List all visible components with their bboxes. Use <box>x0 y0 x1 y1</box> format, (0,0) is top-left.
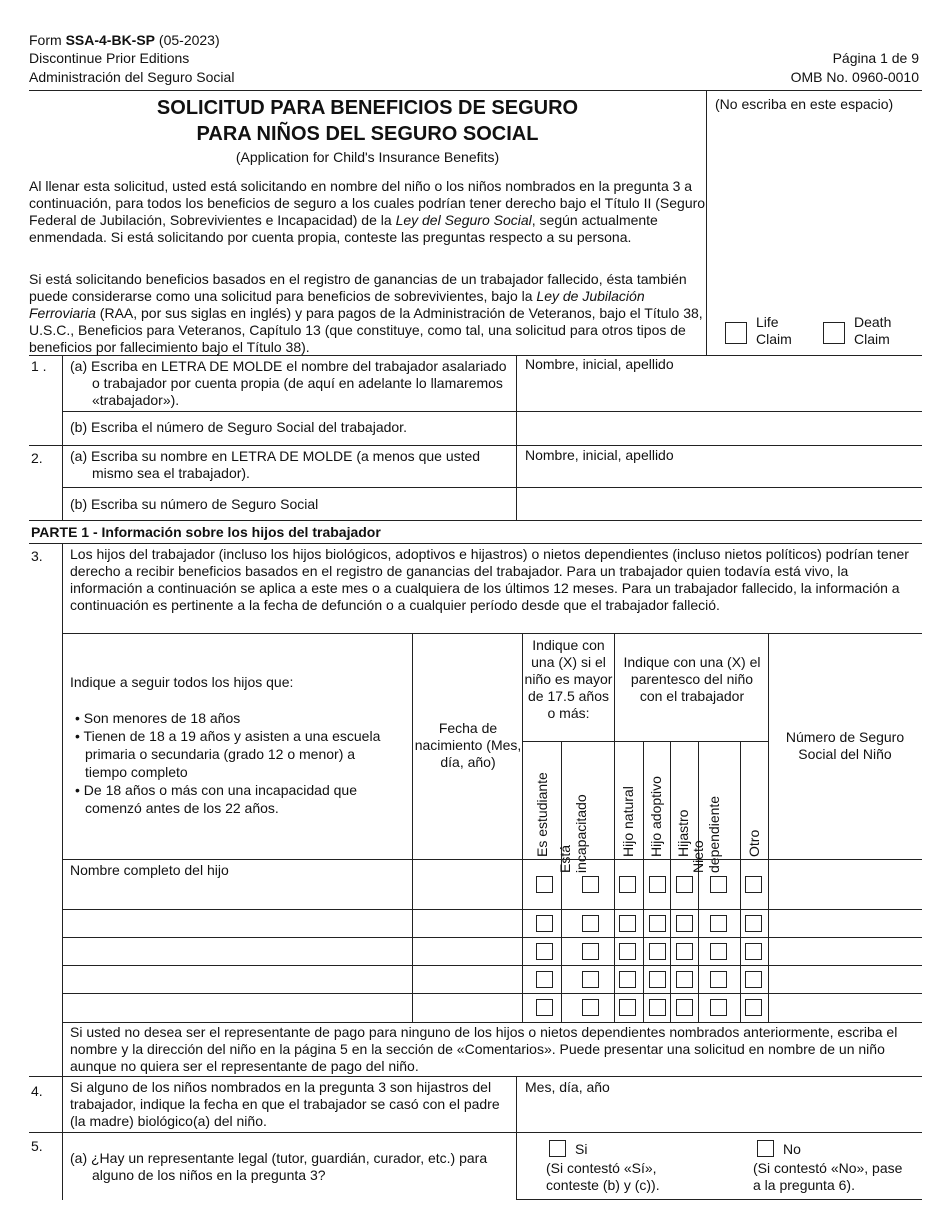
discontinue-note: Discontinue Prior Editions <box>29 50 190 66</box>
form-number: Form SSA-4-BK-SP (05-2023) <box>29 32 220 48</box>
child-adopted-checkbox[interactable] <box>649 943 666 960</box>
child-disabled-checkbox[interactable] <box>582 999 599 1016</box>
eligibility-item: • Son menores de 18 años <box>70 709 400 727</box>
q5-no-label: No <box>783 1141 801 1157</box>
col-label-adopted: Hijo adoptivo <box>648 776 664 857</box>
eligibility-list <box>70 709 400 817</box>
omb-number: OMB No. 0960-0010 <box>790 69 919 85</box>
q1b-text: (b) Escriba el número de Seguro Social del trabajador. <box>70 419 407 435</box>
child-natural-checkbox[interactable] <box>619 999 636 1016</box>
q5a-text: (a) ¿Hay un representante legal (tutor, guardián, curador, etc.) para alguno de los niños en la pregunta 3? <box>70 1150 488 1183</box>
col-label-stepchild: Hijastro <box>675 809 691 857</box>
q5-yes-checkbox[interactable] <box>549 1140 566 1157</box>
part1-title: PARTE 1 - Información sobre los hijos del trabajador <box>31 524 381 540</box>
child-name-label: Nombre completo del hijo <box>70 862 229 878</box>
child-stepchild-checkbox[interactable] <box>676 999 693 1016</box>
child-adopted-checkbox[interactable] <box>649 999 666 1016</box>
applicant-ssn-input[interactable] <box>520 490 920 520</box>
child-ssn-input[interactable] <box>772 884 922 908</box>
page-number: Página 1 de 9 <box>832 50 919 66</box>
q4-field-label: Mes, día, año <box>525 1079 610 1095</box>
child-stepchild-checkbox[interactable] <box>676 943 693 960</box>
child-other-checkbox[interactable] <box>745 915 762 932</box>
child-adopted-checkbox[interactable] <box>649 915 666 932</box>
col-label-grandchild: Nieto dependiente <box>690 795 722 873</box>
marriage-date-input[interactable] <box>520 1098 920 1130</box>
q2b-text: (b) Escriba su número de Seguro Social <box>70 496 319 512</box>
child-disabled-checkbox[interactable] <box>582 943 599 960</box>
child-name-input[interactable] <box>66 940 412 964</box>
worker-name-input[interactable] <box>520 376 920 410</box>
child-natural-checkbox[interactable] <box>619 876 636 893</box>
child-natural-checkbox[interactable] <box>619 915 636 932</box>
q1a-text: (a) Escriba en LETRA DE MOLDE el nombre del trabajador asalariado o trabajador por cuenta propia (de aquí en adelante lo llamaremos «trabajador»). <box>70 358 507 408</box>
q5-yes-label: Si <box>575 1141 588 1157</box>
applicant-name-input[interactable] <box>520 466 920 486</box>
child-ssn-header: Número de Seguro Social del Niño <box>785 729 905 762</box>
death-claim-label: Death Claim <box>854 314 892 347</box>
intro-paragraph-2: Si está solicitando beneficios basados en el registro de ganancias de un trabajador fallecido, ésta también puede considerarse como una solicitud para beneficios de sobrevivientes, bajo la Ley de Jubilación Ferroviaria (RAA, por sus siglas en inglés) y para pagos de la Administración de Veteranos, bajo el Título 38, U.S.C., Beneficios para Veteranos, Capítulo 13 (que constituye, como tal, una solicitud para otros tipos de beneficios por fallecimiento bajo el Título 38). <box>29 271 703 355</box>
q2-number: 2. <box>31 450 43 466</box>
child-natural-checkbox[interactable] <box>619 971 636 988</box>
col-label-student: Es estudiante <box>534 772 550 857</box>
age-header: Indique con una (X) si el niño es mayor de 17.5 años o más: <box>524 637 613 721</box>
child-dob-input[interactable] <box>416 912 522 936</box>
child-adopted-checkbox[interactable] <box>649 876 666 893</box>
eligibility-item: • De 18 años o más con una incapacidad que comenzó antes de los 22 años. <box>70 781 400 817</box>
relationship-header: Indique con una (X) el parentesco del niño con el trabajador <box>623 654 761 704</box>
office-use-label: (No escriba en este espacio) <box>715 96 894 112</box>
child-student-checkbox[interactable] <box>536 943 553 960</box>
q5-no-checkbox[interactable] <box>757 1140 774 1157</box>
life-claim-checkbox[interactable] <box>725 322 747 344</box>
child-ssn-input[interactable] <box>772 940 922 964</box>
q2a-field-label: Nombre, inicial, apellido <box>525 447 674 463</box>
child-grandchild-checkbox[interactable] <box>710 999 727 1016</box>
q1a-field-label: Nombre, inicial, apellido <box>525 356 674 372</box>
worker-ssn-input[interactable] <box>520 414 920 444</box>
child-grandchild-checkbox[interactable] <box>710 876 727 893</box>
child-student-checkbox[interactable] <box>536 971 553 988</box>
child-grandchild-checkbox[interactable] <box>710 971 727 988</box>
list-intro: Indique a seguir todos los hijos que: <box>70 674 294 690</box>
child-disabled-checkbox[interactable] <box>582 971 599 988</box>
dob-header: Fecha de nacimiento (Mes, día, año) <box>414 720 522 770</box>
q3-footer: Si usted no desea ser el representante de pago para ninguno de los hijos o nietos dependientes nombrados anteriormente, escriba el nombre y la dirección del niño en la página 5 en la sección de «Comentarios». Puede presentar una solicitud en nombre de un niño aunque no quiera ser el representante de pago del niño. <box>70 1024 898 1074</box>
child-grandchild-checkbox[interactable] <box>710 915 727 932</box>
child-adopted-checkbox[interactable] <box>649 971 666 988</box>
child-name-input[interactable] <box>66 968 412 992</box>
child-disabled-checkbox[interactable] <box>582 915 599 932</box>
col-label-disabled: Está incapacitado <box>557 794 589 873</box>
child-student-checkbox[interactable] <box>536 876 553 893</box>
q2a-text: (a) Escriba su nombre en LETRA DE MOLDE (a menos que usted mismo sea el trabajador). <box>70 448 481 481</box>
intro-paragraph-1: Al llenar esta solicitud, usted está solicitando en nombre del niño o los niños nombrados en la pregunta 3 a continuación, para todos los beneficios de seguro a los cuales podrían tener derecho bajo el Título II (Seguro Federal de Jubilación, Sobrevivientes e Incapacidad) de la Ley del Seguro Social, según actualmente enmendada. Si está solicitando por cuenta propia, conteste las preguntas respecto a su persona. <box>29 178 706 245</box>
q5-no-note: (Si contestó «No», pase a la pregunta 6). <box>753 1160 903 1193</box>
child-other-checkbox[interactable] <box>745 876 762 893</box>
q5-yes-note: (Si contestó «Sí», conteste (b) y (c)). <box>546 1160 660 1193</box>
child-ssn-input[interactable] <box>772 912 922 936</box>
child-other-checkbox[interactable] <box>745 971 762 988</box>
q3-text: Los hijos del trabajador (incluso los hijos biológicos, adoptivos e hijastros) o nietos dependientes (incluso nietos políticos) podrían tener derecho a recibir beneficios basados en el registro de ganancias del trabajador. Para un trabajador quien todavía está vivo, la información a continuación se aplica a este mes o a cualquiera de los últimos 12 meses. Para un trabajador fallecido, la información a continuación es pertinente a la fecha de defunción o a cualquier período desde que el trabajador falleció. <box>70 546 909 613</box>
form-subtitle: (Application for Child's Insurance Benefits) <box>235 149 500 165</box>
q4-number: 4. <box>31 1083 43 1099</box>
life-claim-label: Life Claim <box>756 314 792 347</box>
col-label-other: Otro <box>746 829 762 857</box>
child-name-input[interactable] <box>66 884 412 908</box>
col-label-natural: Hijo natural <box>620 786 636 857</box>
agency-name: Administración del Seguro Social <box>29 69 235 85</box>
q4-text: Si alguno de los niños nombrados en la pregunta 3 son hijastros del trabajador, indique la fecha en que el trabajador se casó con el padre (la madre) biológico(a) del niño. <box>70 1079 500 1129</box>
child-ssn-input[interactable] <box>772 996 922 1020</box>
child-dob-input[interactable] <box>416 940 522 964</box>
form-title: SOLICITUD PARA BENEFICIOS DE SEGURO PARA NIÑOS DEL SEGURO SOCIAL <box>156 97 579 145</box>
eligibility-item: • Tienen de 18 a 19 años y asisten a una escuela primaria o secundaria (grado 12 o menor) a tiempo completo <box>70 727 400 781</box>
child-student-checkbox[interactable] <box>536 915 553 932</box>
child-dob-input[interactable] <box>416 968 522 992</box>
child-dob-input[interactable] <box>416 884 522 908</box>
q1-number: 1 . <box>31 358 47 374</box>
child-stepchild-checkbox[interactable] <box>676 971 693 988</box>
child-dob-input[interactable] <box>416 996 522 1020</box>
death-claim-checkbox[interactable] <box>823 322 845 344</box>
child-other-checkbox[interactable] <box>745 943 762 960</box>
child-student-checkbox[interactable] <box>536 999 553 1016</box>
child-stepchild-checkbox[interactable] <box>676 915 693 932</box>
child-natural-checkbox[interactable] <box>619 943 636 960</box>
child-stepchild-checkbox[interactable] <box>676 876 693 893</box>
child-name-input[interactable] <box>66 996 412 1020</box>
child-name-input[interactable] <box>66 912 412 936</box>
q3-number: 3. <box>31 548 43 564</box>
child-grandchild-checkbox[interactable] <box>710 943 727 960</box>
child-ssn-input[interactable] <box>772 968 922 992</box>
q5-number: 5. <box>31 1138 43 1154</box>
child-disabled-checkbox[interactable] <box>582 876 599 893</box>
child-other-checkbox[interactable] <box>745 999 762 1016</box>
